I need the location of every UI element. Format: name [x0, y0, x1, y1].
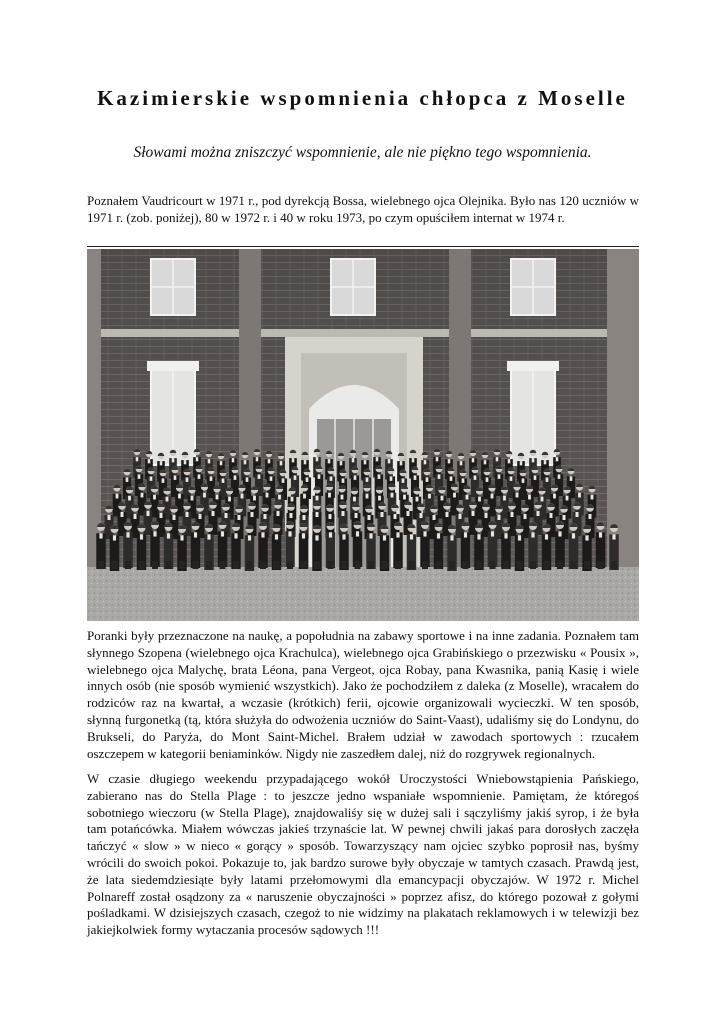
paragraph-memories: Poranki były przeznaczone na naukę, a popołudnia na zabawy sportowe i na inne zadania. Poznałem tam słynnego Szopena (wielebnego ojca Krachulca), wielebnego ojca Grabińskiego o przezwisku « Pousix », wielebnego ojca Malychę, brata Léona, pana Vergeot, ojca Robay, pana Kwasnika, panią Kasię i wiele innych osób (nie sposób wymienić wszystkich). Jako że pochodziłem z daleka (z Moselle), wracałem do rodziców raz na kwartał, a wczasie (krótkich) ferii, ojcowie organizowali wycieczki. W ten sposób, słynną furgonetką (tą, która służyła do odwożenia uczniów do Saint-Vaast), udaliśmy się do Londynu, do Brukseli, do Paryża, do Mont Saint-Michel. Brałem udział w zawodach sportowych : rzucałem oszczepem w kategorii beniaminków. Nigdy nie zaszedłem dalej, niż do rozgrywek regionalnych.: [87, 628, 639, 761]
divider-line: [87, 246, 639, 247]
paragraph-intro: Poznałem Vaudricourt w 1971 r., pod dyrekcją Bossa, wielebnego ojca Olejnika. Było nas 120 uczniów w 1971 r. (zob. poniżej), 80 w 1972 r. i 40 w roku 1973, po czym opuściłem internat w 1974 r.: [87, 193, 639, 225]
page-title: Kazimierskie wspomnienia chłopca z Moselle: [97, 86, 628, 110]
group-photo: [87, 249, 639, 621]
paragraph-stella-plage: W czasie długiego weekendu przypadającego wokół Uroczystości Wniebowstąpienia Pańskiego, zabierano nas do Stella Plage : to jeszcze jedno wspaniałe wspomnienie. Pamiętam, że któregoś sobotniego wieczoru (w Stella Plage), znajdowaliśy się w dużej sali i sączyliśmy jakiś syrop, i że była tam potańcówka. Miałem wówczas jakieś trzynaście lat. W pewnej chwili jakaś para dorosłych zaczęła tańczyć « slow » w nieco « gorący » sposób. Towarzyszący nam ojciec szybko poprosił nas, byśmy wrócili do swoich pokoi. Pokazuje to, jak bardzo surowe były obyczaje w tamtych czasach. Prawdą jest, że lata siedemdziesiąte były latami przełomowymi dla emancypacji obyczajów. W 1972 r. Michel Polnareff został osądzony za « naruszenie obyczajności » poprzez afisz, do którego pozował z gołymi pośladkami. W dzisiejszych czasach, czegoż to nie widzimy na plakatach reklamowych i w telewizji bez jakiejkolwiek formy wytaczania procesów sądowych !!!: [87, 771, 639, 938]
epigraph: Słowami można zniszczyć wspomnienie, ale nie piękno tego wspomnienia.: [133, 144, 592, 161]
